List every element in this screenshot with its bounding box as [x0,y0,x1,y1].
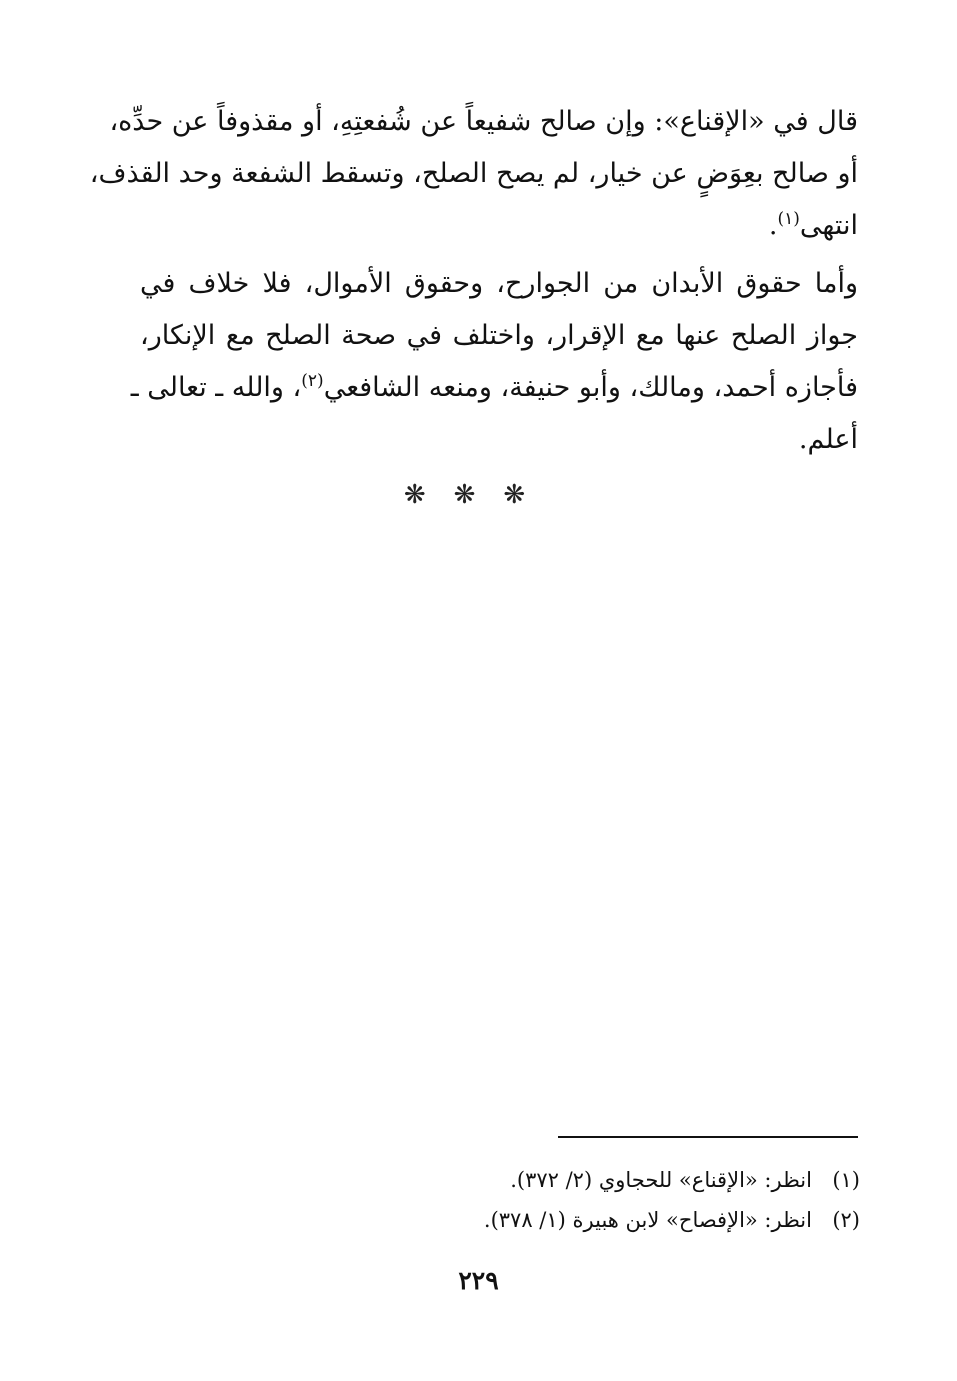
footnote-1 [300,1164,860,1196]
footnote-2-text: انظر: «الإفصاح» لابن هبيرة (١/ ٣٧٨). [483,1208,812,1232]
footnote-divider [558,1136,858,1138]
footnote-1-text: انظر: «الإقناع» للحجاوي (٢/ ٣٧٢). [510,1168,812,1192]
paragraph-2-line-4: أعلم. [798,424,858,455]
footnote-2-number: (٢) [832,1208,860,1232]
footnote-2 [300,1204,860,1236]
paragraph-1-line-1: قال في «الإقناع»: وإن صالح شفيعاً عن شُفعتِهِ، أو مقذوفاً عن حدِّه، [109,106,858,137]
paragraph-2-line-1: وأما حقوق الأبدان من الجوارح، وحقوق الأموال، فلا خلاف في [140,268,858,299]
footnote-1-number: (١) [832,1168,860,1192]
paragraph-1-line-3 [140,204,858,248]
paragraph-2-line-3-end: ، والله ـ تعالى ـ [130,372,302,403]
page-number: ٢٢٩ [458,1266,499,1295]
section-separator: ❋❋❋ [403,480,554,510]
footnote-ref-2[interactable]: (٢) [301,371,324,391]
paragraph-1-line-2: أو صالح بعِوَضٍ عن خيار، لم يصح الصلح، وتسقط الشفعة وحد القذف، [89,158,858,189]
footnote-ref-1[interactable]: (١) [777,209,800,229]
paragraph-2-line-3 [130,366,858,410]
paragraph-2-line-2: جواز الصلح عنها مع الإقرار، واختلف في صحة الصلح مع الإنكار، [140,320,858,351]
paragraph-1-line-3-text: انتهى [799,210,858,241]
paragraph-2-line-3-text: فأجازه أحمد، ومالك، وأبو حنيفة، ومنعه الشافعي [323,372,858,403]
paragraph-1-line-3-end: . [768,210,778,241]
